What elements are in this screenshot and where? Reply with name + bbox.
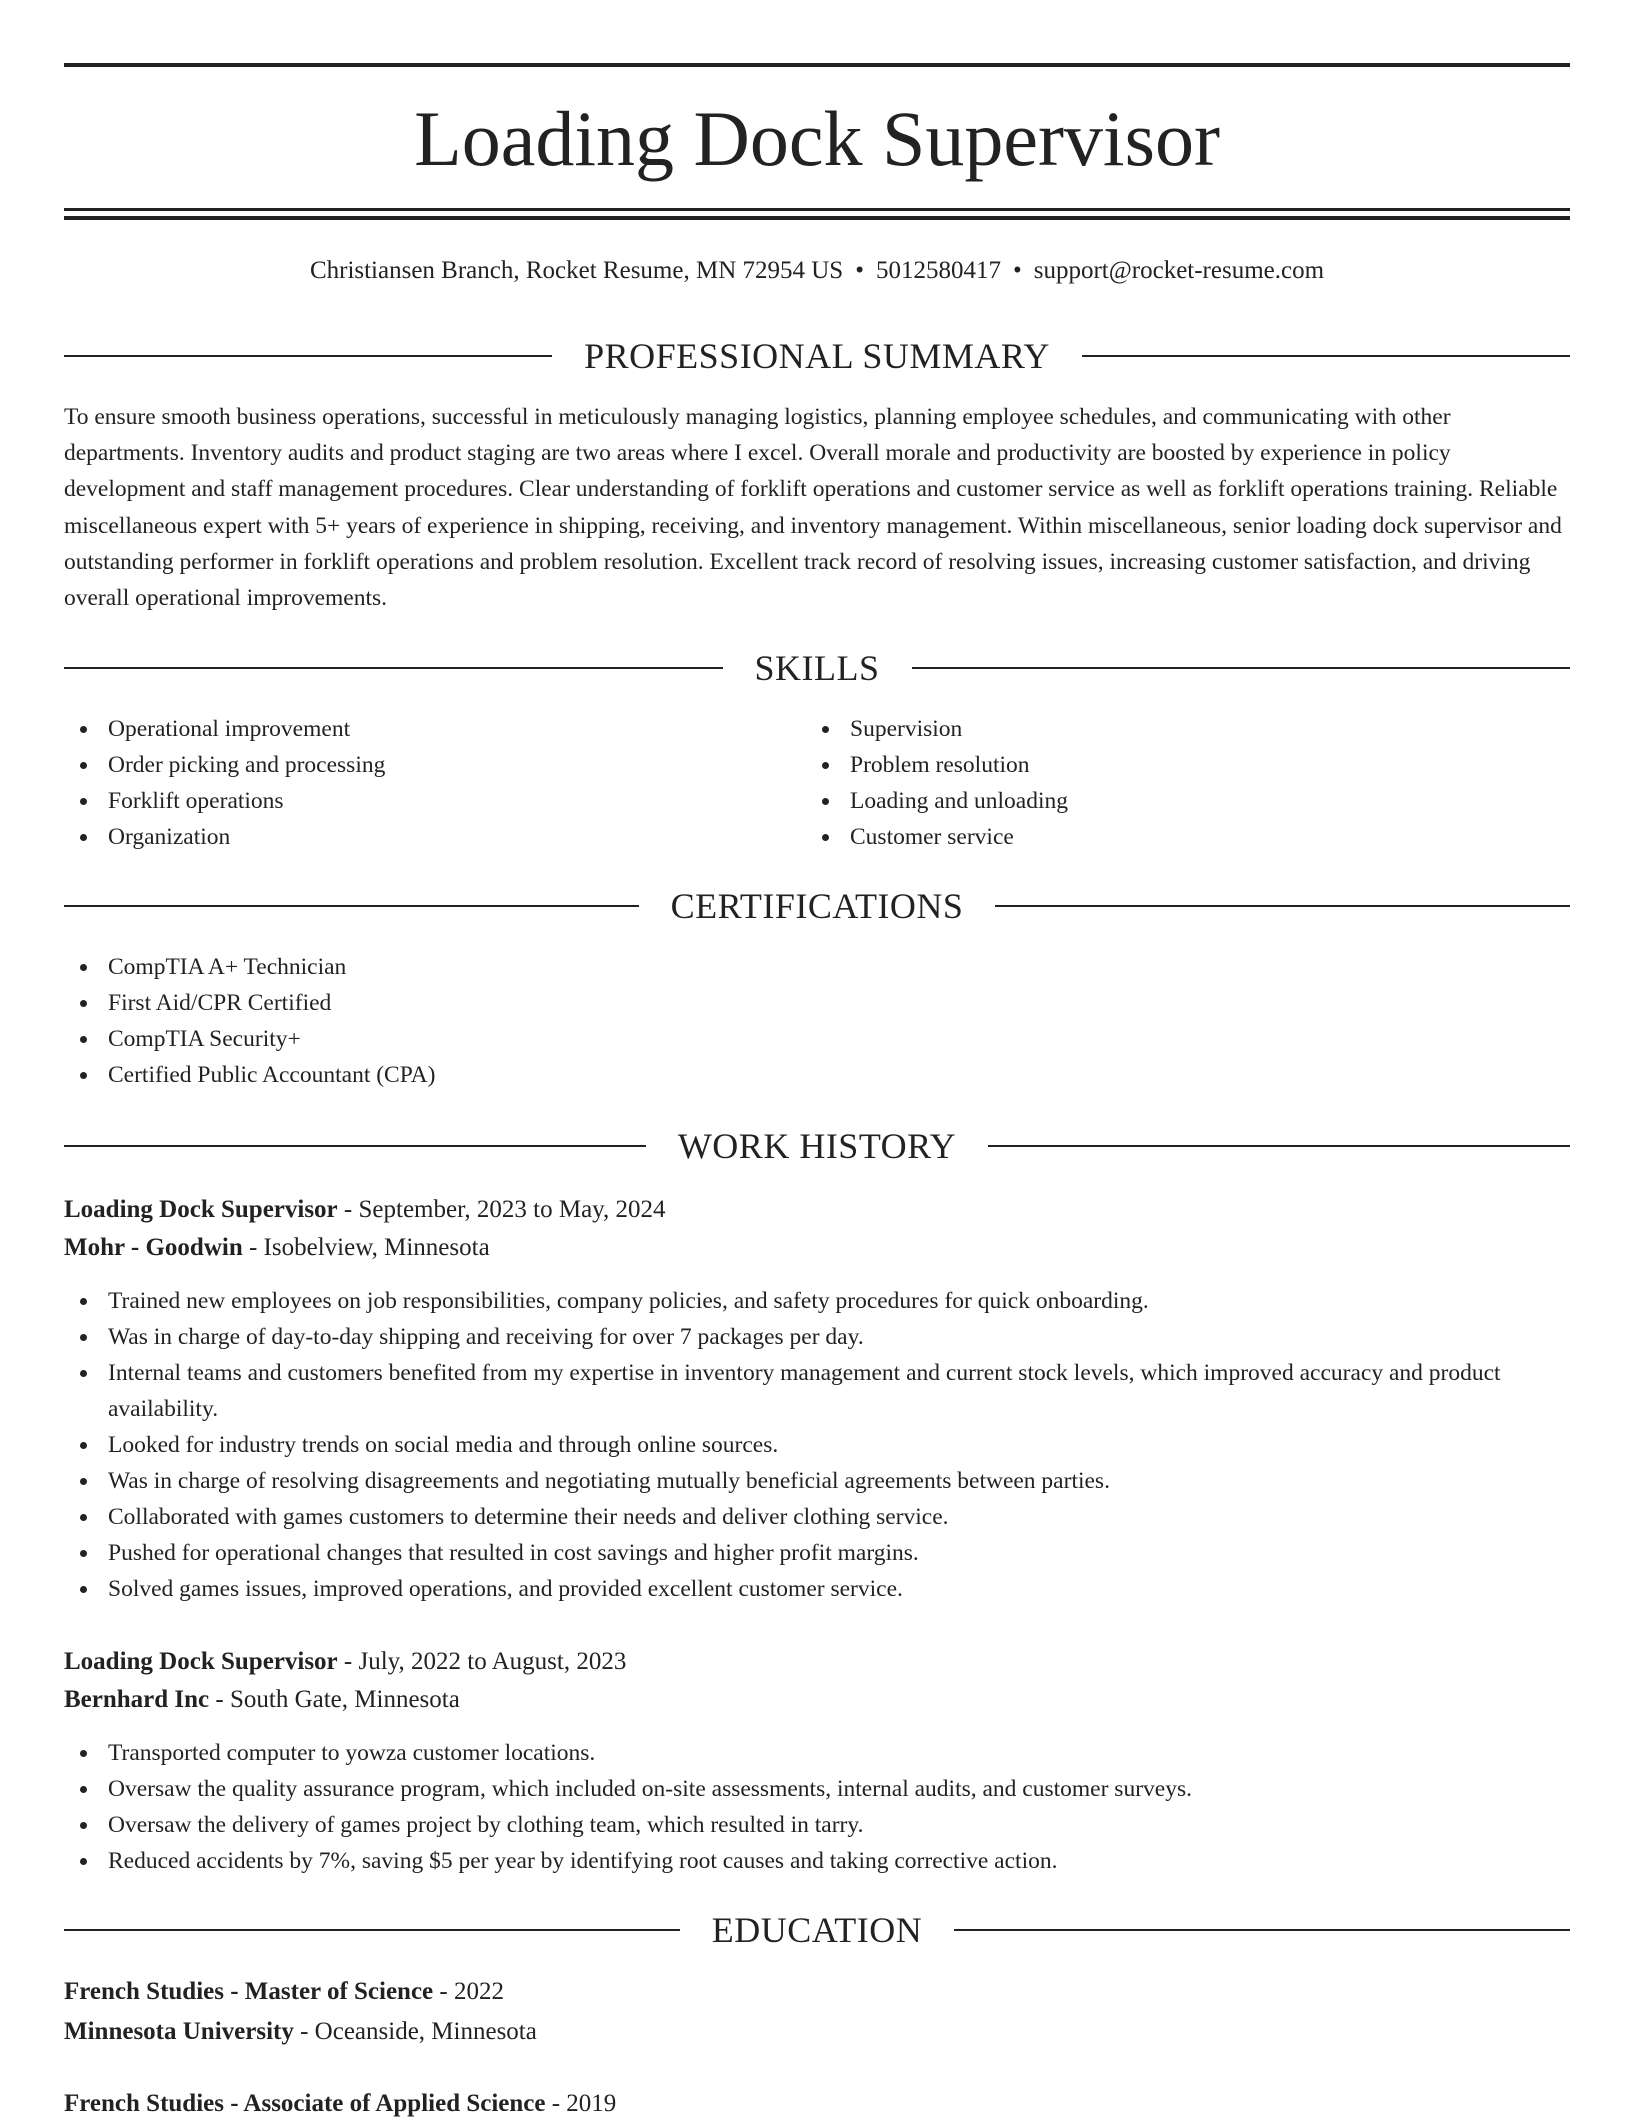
job-location: - Isobelview, Minnesota [242,1234,490,1261]
job-title: Loading Dock Supervisor [64,1648,338,1675]
skill-item: Problem resolution [806,747,1506,783]
job-bullet: Pushed for operational changes that resulted in cost savings and higher profit margins. [64,1535,1570,1571]
title-rule-upper [64,208,1570,211]
contact-line [64,255,1570,287]
skill-item: Organization [64,819,764,855]
education-degree-line [64,1974,1570,2010]
heading-rule-right [988,1145,1570,1147]
summary-text: To ensure smooth business operations, successful in meticulously managing logistics, planning employee schedules, and communicating with other departments. Inventory audits and product staging are two areas where I excel. Overall morale and productivity are boosted by experience in policy development and staff management procedures. Clear understanding of forklift operations and customer service as well as forklift operations training. Reliable miscellaneous expert with 5+ years of experience in shipping, receiving, and inventory management. Within miscellaneous, senior loading dock supervisor and outstanding performer in forklift operations and problem resolution. Excellent track record of resolving issues, increasing customer satisfaction, and driving overall operational improvements. [64,404,1562,612]
job-bullet: Reduced accidents by 7%, saving $5 per year by identifying root causes and taking corrective action. [64,1843,1570,1879]
top-rule [64,63,1570,67]
job-bullet: Oversaw the quality assurance program, which included on-site assessments, internal audits, and customer surveys. [64,1771,1570,1807]
job-title-line [64,1644,1570,1680]
job-bullet: Solved games issues, improved operations, and provided excellent customer service. [64,1571,1570,1607]
education-heading-label: EDUCATION [711,1910,923,1950]
job-title-line [64,1192,1570,1228]
heading-rule-left [64,1929,680,1931]
skills-list-right [806,711,1506,855]
title-rule-lower [64,216,1570,220]
certification-item: Certified Public Accountant (CPA) [64,1057,1570,1093]
heading-rule-left [64,905,639,907]
heading-rule-right [995,905,1570,907]
job-location: - South Gate, Minnesota [209,1686,460,1713]
contact-phone: 5012580417 [875,257,1001,284]
contact-separator: • [1012,257,1022,284]
skill-item: Order picking and processing [64,747,764,783]
certification-item: First Aid/CPR Certified [64,985,1570,1021]
job-bullet: Internal teams and customers benefited from my expertise in inventory management and current stock levels, which improved accuracy and product availability. [64,1355,1570,1427]
certifications-heading-label: CERTIFICATIONS [670,886,964,926]
job-title: Loading Dock Supervisor [64,1196,338,1223]
contact-email: support@rocket-resume.com [1033,257,1325,284]
job-bullet: Trained new employees on job responsibilities, company policies, and safety procedures for quick onboarding. [64,1283,1570,1319]
skill-item: Operational improvement [64,711,764,747]
work-history-heading-label: WORK HISTORY [677,1126,957,1166]
certification-item: CompTIA A+ Technician [64,949,1570,985]
education-degree: French Studies - Master of Science [64,1978,434,2005]
job-company: Bernhard Inc [64,1686,210,1713]
skills-list-left [64,711,764,855]
skill-item: Supervision [806,711,1506,747]
skill-item: Forklift operations [64,783,764,819]
skill-item: Loading and unloading [806,783,1506,819]
job-dates: - July, 2022 to August, 2023 [337,1648,627,1675]
skills-heading [64,648,1570,688]
education-degree: French Studies - Associate of Applied Science [64,2090,546,2117]
job-bullet: Oversaw the delivery of games project by clothing team, which resulted in tarry. [64,1807,1570,1843]
heading-rule-right [912,667,1571,669]
skills-heading-label: SKILLS [754,648,880,688]
job-bullet: Transported computer to yowza customer locations. [64,1735,1570,1771]
work-history-heading [64,1126,1570,1166]
summary-heading [64,336,1570,376]
job-bullet: Collaborated with games customers to determine their needs and deliver clothing service. [64,1499,1570,1535]
education-year: - 2019 [545,2090,617,2117]
certifications-heading [64,886,1570,926]
job-bullet: Was in charge of day-to-day shipping and receiving for over 7 packages per day. [64,1319,1570,1355]
education-degree-line [64,2086,1570,2122]
contact-address: Christiansen Branch, Rocket Resume, MN 72954 US [309,257,844,284]
job-bullets [64,1283,1570,1607]
job-company-line [64,1230,1570,1266]
education-heading [64,1910,1570,1950]
job-bullets [64,1735,1570,1879]
education-school-line [64,2014,1570,2050]
certification-item: CompTIA Security+ [64,1021,1570,1057]
certifications-list [64,949,1570,1093]
job-bullet: Was in charge of resolving disagreements and negotiating mutually beneficial agreements between parties. [64,1463,1570,1499]
resume-title: Loading Dock Supervisor [414,95,1220,182]
education-year: - 2022 [433,1978,504,2005]
heading-rule-left [64,355,552,357]
job-company: Mohr - Goodwin [64,1234,243,1261]
contact-separator: • [855,257,864,284]
skill-item: Customer service [806,819,1506,855]
heading-rule-left [64,667,723,669]
job-dates: - September, 2023 to May, 2024 [337,1196,666,1223]
summary-heading-label: PROFESSIONAL SUMMARY [584,336,1050,376]
heading-rule-right [954,1929,1570,1931]
education-location: - Oceanside, Minnesota [293,2018,537,2045]
heading-rule-right [1082,355,1570,357]
job-bullet: Looked for industry trends on social media and through online sources. [64,1427,1570,1463]
job-company-line [64,1682,1570,1718]
education-school: Minnesota University [64,2018,294,2045]
heading-rule-left [64,1145,646,1147]
